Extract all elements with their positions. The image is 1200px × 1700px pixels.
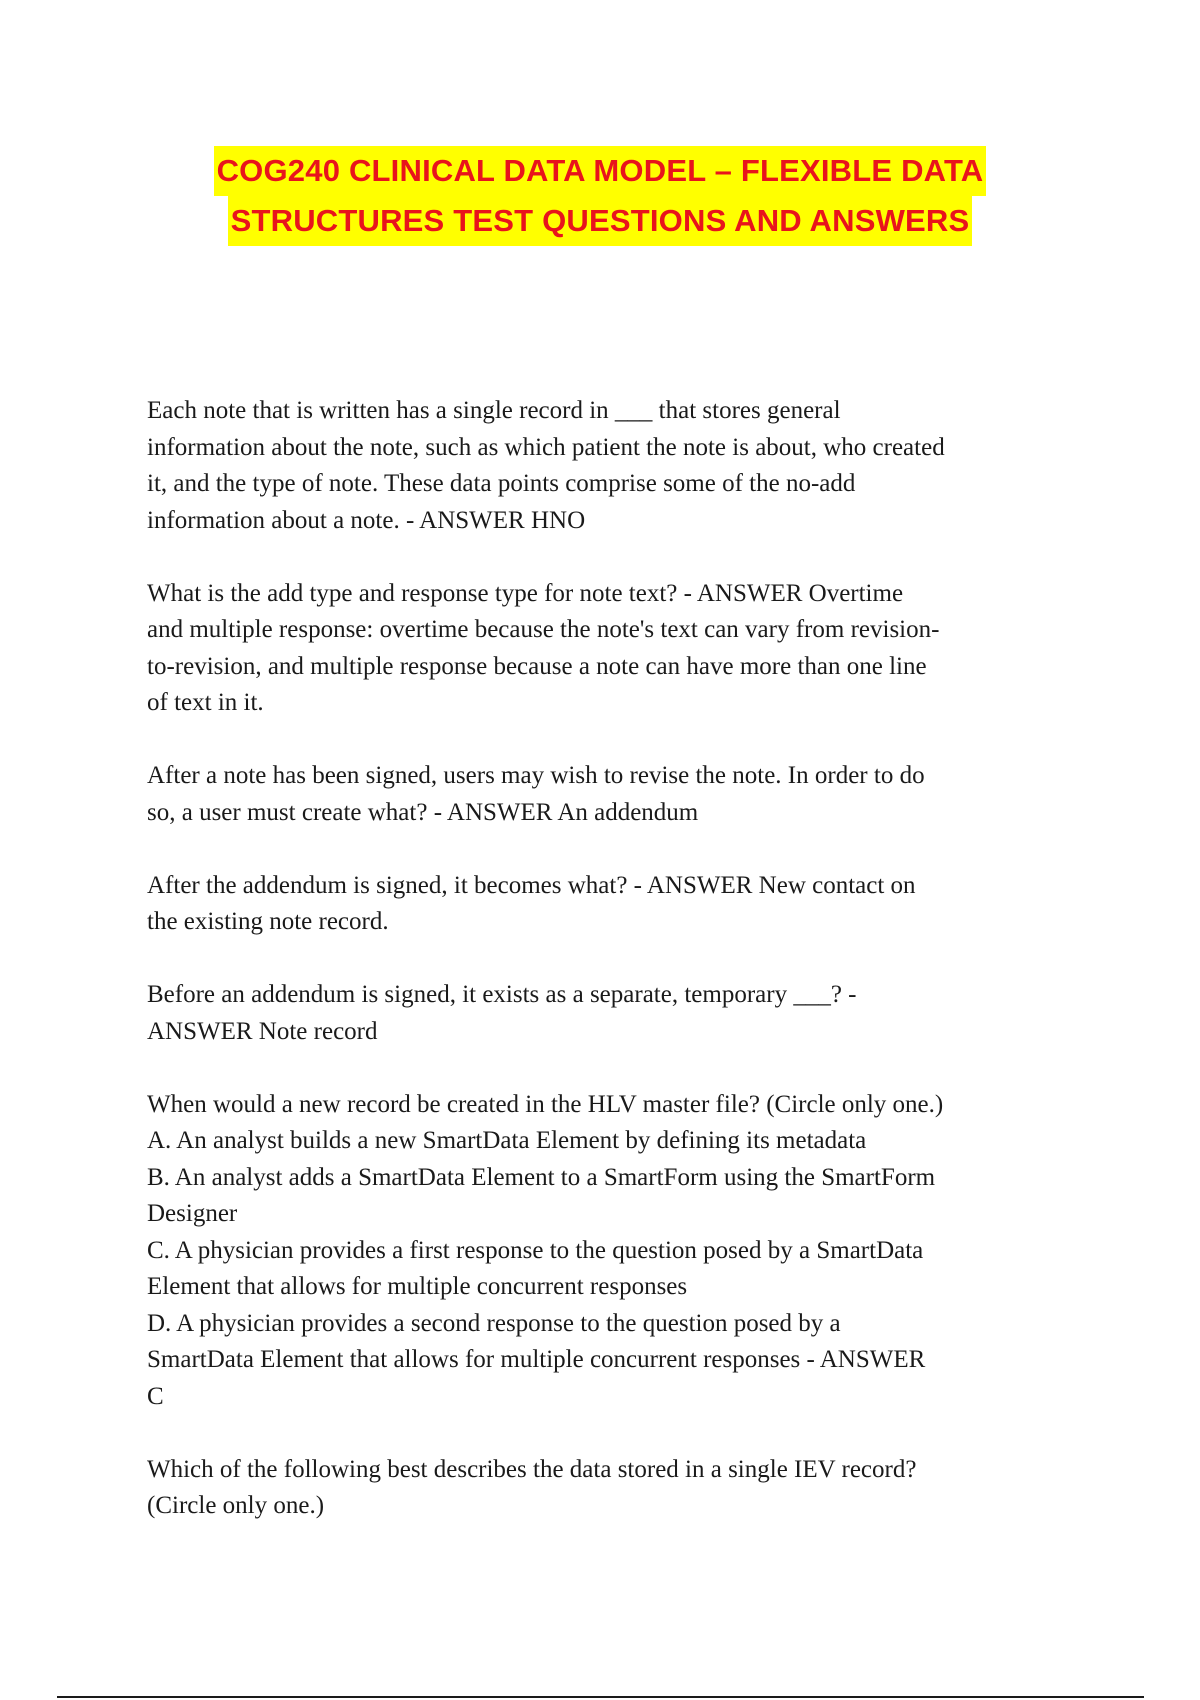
- qa-content: [147, 393, 1067, 1561]
- qa-block-addendum-signed: [147, 868, 1067, 941]
- qa-line: C: [147, 1382, 164, 1410]
- qa-line: When would a new record be created in the HLV master file? (Circle only one.): [147, 1090, 944, 1118]
- qa-line: ANSWER Note record: [147, 1017, 378, 1045]
- qa-line: Element that allows for multiple concurrent responses: [147, 1273, 688, 1300]
- qa-line: of text in it.: [147, 689, 264, 716]
- qa-line: After the addendum is signed, it becomes what? - ANSWER New contact on: [147, 871, 916, 899]
- qa-line: and multiple response: overtime because the note's text can vary from revision-: [147, 616, 940, 643]
- qa-line: Before an addendum is signed, it exists as a separate, temporary ___? -: [147, 981, 857, 1008]
- qa-block-hno: [147, 393, 1067, 539]
- qa-line: so, a user must create what? - ANSWER An addendum: [147, 798, 699, 826]
- document-title: [0, 146, 1200, 246]
- qa-line: C. A physician provides a first response to the question posed by a SmartData: [147, 1236, 924, 1264]
- page-bottom-rule: [57, 1696, 1144, 1698]
- qa-block-note-text: [147, 576, 1067, 722]
- qa-line: B. An analyst adds a SmartData Element to a SmartForm using the SmartForm: [147, 1163, 936, 1191]
- qa-line: information about a note. - ANSWER HNO: [147, 506, 586, 534]
- qa-block-hlv-record: [147, 1087, 1067, 1416]
- qa-line: to-revision, and multiple response because a note can have more than one line: [147, 652, 927, 680]
- qa-line: A. An analyst builds a new SmartData Element by defining its metadata: [147, 1127, 867, 1154]
- qa-line: SmartData Element that allows for multiple concurrent responses - ANSWER: [147, 1346, 926, 1373]
- qa-block-temporary-record: [147, 977, 1067, 1050]
- title-line-1: COG240 CLINICAL DATA MODEL – FLEXIBLE DATA: [214, 146, 987, 196]
- qa-line: the existing note record.: [147, 908, 389, 935]
- title-line-1-wrap: [0, 146, 1200, 196]
- qa-line: (Circle only one.): [147, 1492, 325, 1519]
- qa-block-iev-record: [147, 1452, 1067, 1525]
- title-line-2: STRUCTURES TEST QUESTIONS AND ANSWERS: [228, 196, 973, 246]
- qa-line: Each note that is written has a single record in ___ that stores general: [147, 397, 841, 424]
- qa-line: What is the add type and response type for note text? - ANSWER Overtime: [147, 579, 904, 607]
- qa-block-addendum: [147, 758, 1067, 831]
- qa-line: Designer: [147, 1200, 238, 1227]
- qa-line: D. A physician provides a second response to the question posed by a: [147, 1309, 841, 1337]
- qa-line: After a note has been signed, users may wish to revise the note. In order to do: [147, 762, 925, 789]
- title-line-2-wrap: [0, 196, 1200, 246]
- qa-line: information about the note, such as which patient the note is about, who created: [147, 433, 945, 461]
- qa-line: Which of the following best describes the data stored in a single IEV record?: [147, 1455, 917, 1483]
- qa-line: it, and the type of note. These data points comprise some of the no-add: [147, 470, 856, 497]
